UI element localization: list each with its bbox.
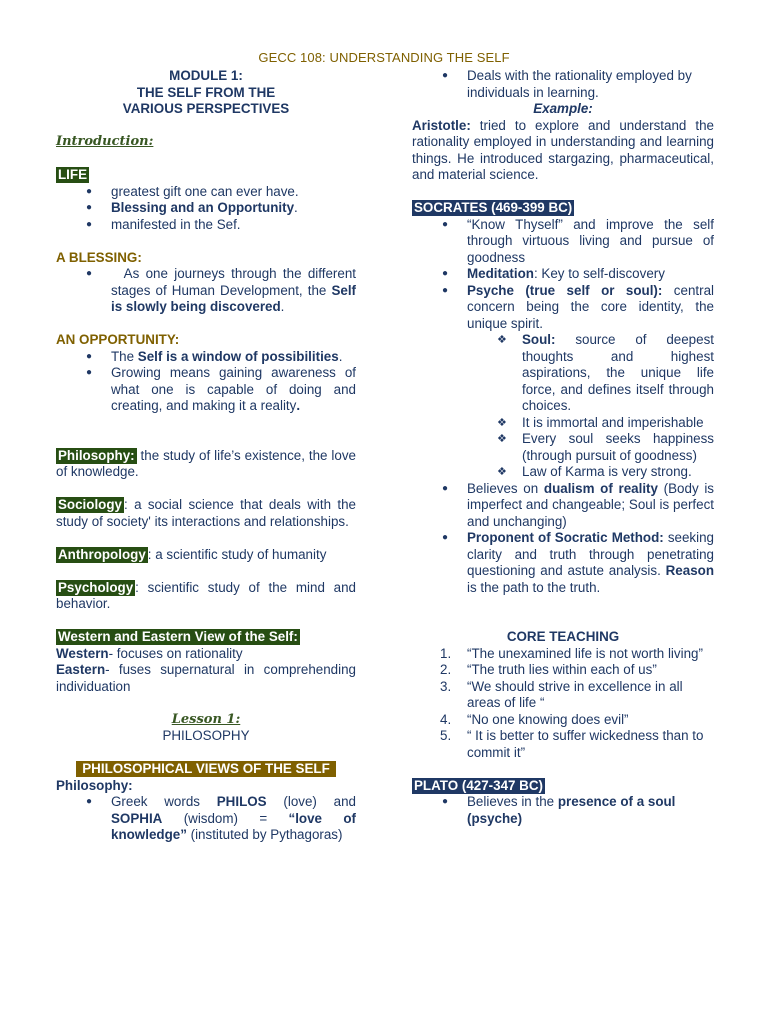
- socrates-label: SOCRATES (469-399 BC): [414, 200, 573, 215]
- page-header: GECC 108: UNDERSTANDING THE SELF: [258, 50, 510, 65]
- aristotle-paragraph: Aristotle: tried to explore and understand the rationality employed in understanding and learning things. He introduced stargazing, pharmaceutical, and material science.: [412, 117, 714, 182]
- philosophical-views-label: PHILOSOPHICAL VIEWS OF THE SELF: [76, 761, 336, 777]
- sociology-definition: Sociology : a social science that deals with the study of society' its interactions and relationships.: [56, 497, 356, 529]
- list-item: ● greatest gift one can ever have.: [56, 184, 356, 201]
- western-view: Western- focuses on rationality: [56, 645, 243, 661]
- philosophy-list: [56, 794, 356, 844]
- opportunity-list: [56, 349, 356, 415]
- plato-list: [412, 794, 714, 827]
- module-title: THE SELF FROM THE VARIOUS PERSPECTIVES: [122, 84, 290, 116]
- lesson-label: Lesson 1:: [171, 711, 241, 727]
- list-item: ● Believes in the presence of a soul (psyche): [412, 794, 714, 827]
- life-label: LIFE: [58, 167, 88, 182]
- list-item: ● Proponent of Socratic Method: seeking clarity and truth through penetrating questioning and astute analysis. Reason is the path to the truth.: [412, 530, 714, 596]
- philosophy-subheading: Philosophy:: [56, 777, 133, 793]
- left-column: [56, 68, 356, 844]
- list-item: 4. “No one knowing does evil”: [440, 711, 629, 727]
- list-item: ● The Self is a window of possibilities.: [56, 349, 356, 366]
- list-item: ● Growing means gaining awareness of what one is capable of doing and creating, and making it a reality.: [56, 365, 356, 415]
- list-item: ● Psyche (true self or soul): central concern being the core identity, the unique spirit. ❖ Soul: source of deepest thoughts and highest aspirations, the unique life force, and defines itself through choices. ❖ It is immortal and imperishable ❖ Every soul seeks happiness (through pursuit of goodness) ❖ Law of Karma is very strong.: [412, 283, 714, 481]
- list-item: ● Meditation: Key to self-discovery: [412, 266, 714, 283]
- list-item: ● Deals with the rationality employed by individuals in learning.: [412, 68, 714, 101]
- list-item: ❖ Soul: source of deepest thoughts and highest aspirations, the unique life force, and defines itself through choices.: [467, 332, 714, 415]
- views-label: Western and Eastern View of the Self:: [58, 629, 298, 644]
- list-item: ● Greek words PHILOS (love) and SOPHIA (wisdom) = “love of knowledge” (instituted by Pythagoras): [56, 794, 356, 844]
- plato-label: PLATO (427-347 BC): [414, 777, 543, 793]
- list-item: ● Blessing and an Opportunity.: [56, 200, 356, 217]
- blessing-heading: A BLESSING:: [56, 249, 142, 265]
- module-number: MODULE 1:: [169, 68, 243, 83]
- list-item: 3. “We should strive in excellence in all areas of life “: [440, 678, 683, 710]
- blessing-list: [56, 266, 356, 316]
- list-item: ● “Know Thyself” and improve the self through virtuous living and pursue of goodness: [412, 217, 714, 267]
- list-item: 1. “The unexamined life is not worth living”: [440, 645, 703, 661]
- list-item: ❖ Law of Karma is very strong.: [467, 464, 714, 481]
- list-item: ● Believes on dualism of reality (Body is imperfect and changeable; Soul is perfect and unchanging): [412, 481, 714, 531]
- psychology-definition: Psychology : scientific study of the mind and behavior.: [56, 579, 356, 611]
- life-list: [56, 184, 356, 234]
- right-column: [412, 68, 714, 827]
- anthropology-definition: Anthropology : a scientific study of humanity: [58, 546, 327, 562]
- core-teaching-list: [412, 646, 714, 762]
- list-item: ❖ Every soul seeks happiness (through pursuit of goodness): [467, 431, 714, 464]
- philosophy-definition: Philosophy: the study of life’s existence, the love of knowledge.: [56, 447, 356, 479]
- socrates-list: [412, 217, 714, 597]
- core-teaching-heading: CORE TEACHING: [506, 629, 620, 644]
- list-item: ❖ It is immortal and imperishable: [467, 415, 714, 432]
- list-item: ● manifested in the Sef.: [56, 217, 356, 234]
- eastern-view: Eastern- fuses supernatural in comprehending individuation: [56, 662, 356, 694]
- list-item: 5. “ It is better to suffer wickedness than to commit it”: [440, 728, 704, 760]
- rationality-list: [412, 68, 714, 101]
- opportunity-heading: AN OPPORTUNITY:: [56, 332, 180, 347]
- list-item: ● As one journeys through the different stages of Human Development, the Self is slowly being discovered.: [56, 266, 356, 316]
- soul-sublist: [467, 332, 714, 481]
- introduction-heading: Introduction:: [56, 134, 154, 149]
- lesson-title: PHILOSOPHY: [162, 728, 250, 743]
- example-heading: Example:: [533, 101, 593, 116]
- list-item: 2. “The truth lies within each of us”: [440, 662, 657, 677]
